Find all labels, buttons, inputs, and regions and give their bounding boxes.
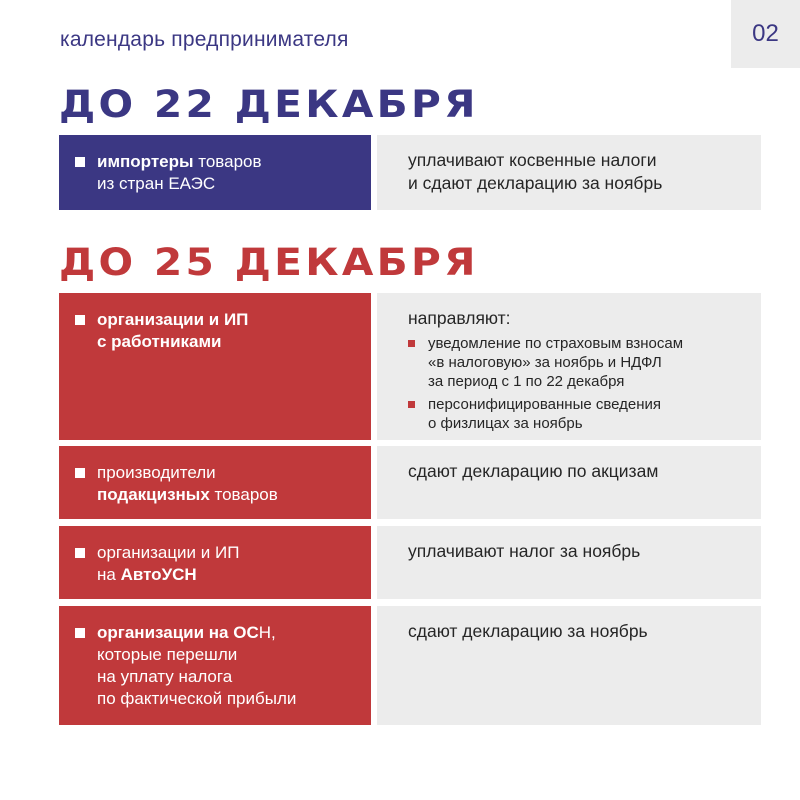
row-action-cell (377, 135, 761, 210)
header-title: календарь предпринимателя (60, 28, 349, 51)
subject-bold: организации на ОС (97, 623, 259, 642)
square-bullet-icon (75, 157, 85, 167)
subject-text: Н, (258, 623, 276, 642)
subitem-line: «в налоговую» за ноябрь и НДФЛ (428, 354, 662, 371)
subject-text: организации и ИП (97, 310, 249, 329)
deadline-row (59, 293, 761, 440)
row-action-cell (377, 606, 761, 725)
square-bullet-icon (75, 315, 85, 325)
subject-bold: АвтоУСН (120, 565, 197, 584)
action-text-line2: и сдают декларацию за ноябрь (408, 173, 663, 193)
deadline-row (59, 526, 761, 599)
subitem-line: о физлицах за ноябрь (428, 415, 583, 432)
action-intro: направляют: (408, 308, 511, 328)
section-heading-dec-25: ДО 25 ДЕКАБРЯ (59, 241, 479, 284)
action-sublist (408, 334, 751, 433)
subject-text-line2: товаров (209, 485, 278, 504)
action-text: сдают декларацию за ноябрь (408, 621, 648, 641)
subject-bold: импортеры (97, 152, 194, 171)
subitem-line: уведомление по страховым взносам (428, 335, 684, 352)
subject-bold: подакцизных (97, 485, 210, 504)
subject-text-line2: которые перешли (97, 645, 238, 664)
subject-text-line3: на уплату налога (97, 667, 233, 686)
square-bullet-icon (408, 340, 415, 347)
subject-text: организации и ИП (97, 543, 240, 562)
row-action-cell (377, 293, 761, 440)
square-bullet-icon (75, 468, 85, 478)
square-bullet-icon (75, 548, 85, 558)
deadline-row (59, 606, 761, 725)
subject-text: товаров (193, 152, 262, 171)
row-action-cell (377, 526, 761, 599)
row-subject-cell (59, 526, 371, 599)
deadline-row (59, 135, 761, 210)
row-subject-cell (59, 606, 371, 725)
page-number: 02 (752, 20, 779, 47)
subitem-line: за период с 1 по 22 декабря (428, 373, 625, 390)
subitem-line: персонифицированные сведения (428, 396, 662, 413)
row-action-cell (377, 446, 761, 519)
action-text: уплачивают косвенные налоги (408, 150, 657, 170)
page-number-box (731, 0, 800, 68)
subject-text-line2: с работниками (97, 332, 222, 351)
deadline-row (59, 446, 761, 519)
subject-text-pre: на (97, 565, 121, 584)
row-subject-cell (59, 293, 371, 440)
subject-text-line4: по фактической прибыли (97, 689, 297, 708)
row-subject-cell (59, 135, 371, 210)
action-text: сдают декларацию по акцизам (408, 461, 659, 481)
action-text: уплачивают налог за ноябрь (408, 541, 641, 561)
action-subitem (408, 395, 751, 433)
subject-text: производители (97, 463, 216, 482)
square-bullet-icon (75, 628, 85, 638)
row-subject-cell (59, 446, 371, 519)
section-heading-dec-22: ДО 22 ДЕКАБРЯ (59, 83, 479, 126)
action-subitem (408, 334, 751, 391)
subject-text-line2: из стран ЕАЭС (97, 174, 216, 193)
square-bullet-icon (408, 401, 415, 408)
